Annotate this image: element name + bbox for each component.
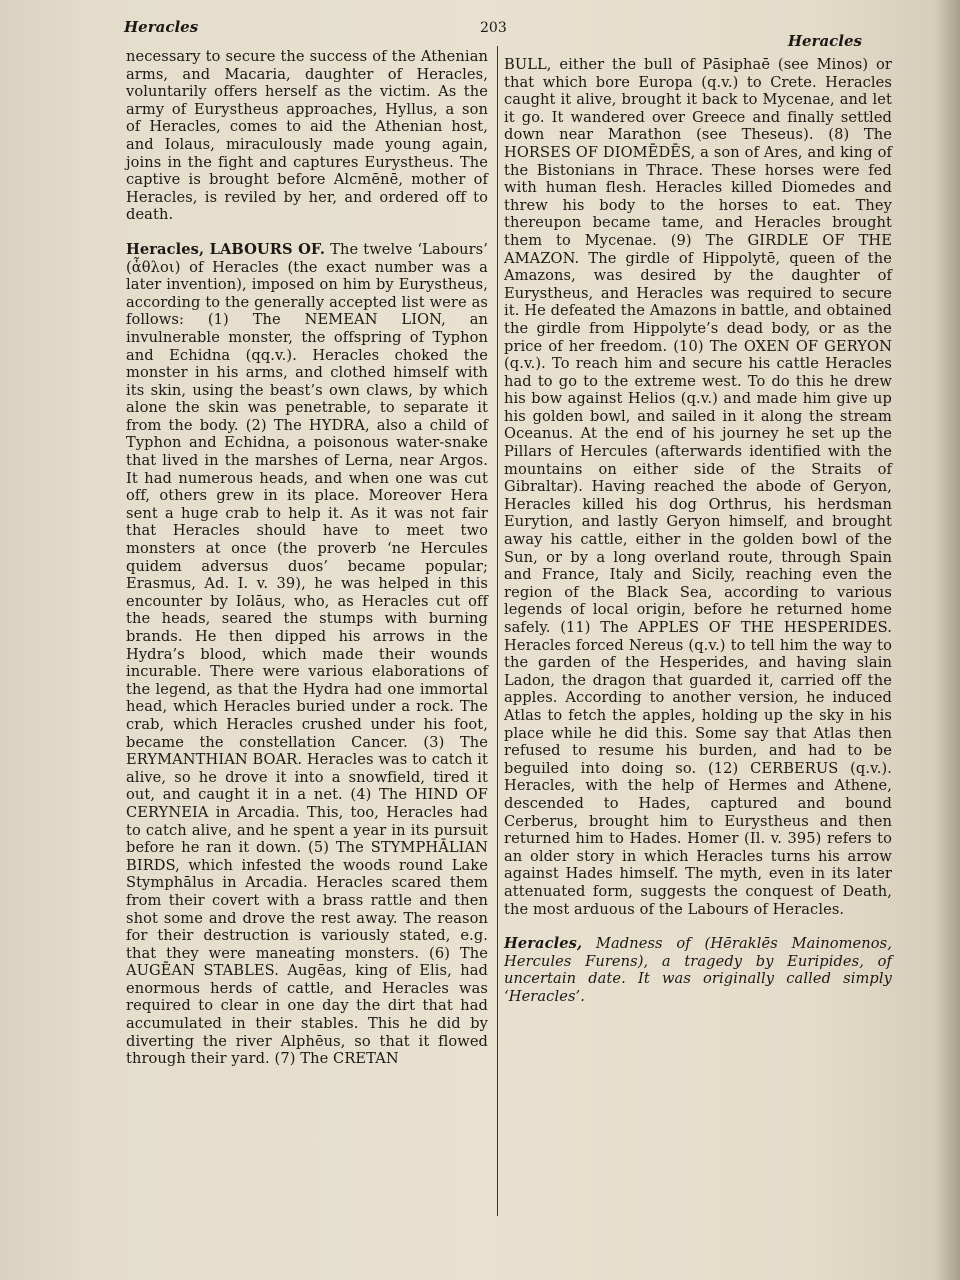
entry-labours: [126, 241, 488, 1068]
running-header: [124, 18, 862, 50]
left-running-head: Heracles: [124, 18, 199, 36]
right-column: [504, 56, 892, 1005]
paragraph-continuation: necessary to secure the success of the Athenian arms, and Macaria, daughter of Heracles, voluntarily offers herself as the victim. As the army of Eurystheus approaches, Hyllus, a son of Heracles, comes to aid the Athenian host, and Iolaus, miraculously made young again, joins in the fight and captures Eurystheus. The captive is brought before Alcmēnē, mother of Heracles, is reviled by her, and ordered off to death.: [126, 48, 488, 224]
entry-madness: [504, 935, 892, 1005]
page-number: 203: [480, 20, 507, 36]
page-edge-shadow: [934, 0, 960, 1280]
paragraph-continuation-right: BULL, either the bull of Pāsiphaē (see Minos) or that which bore Europa (q.v.) to Crete. Heracles caught it alive, brought it back to Mycenae, and let it go. It wandered over Greece and finally settled down near Marathon (see Theseus). (8) The HORSES OF DIOMĒDĒS, a son of Ares, and king of the Bistonians in Thrace. These horses were fed with human flesh. Heracles killed Diomedes and threw his body to the horses to eat. They thereupon became tame, and Heracles brought them to Mycenae. (9) The GIRDLE OF THE AMAZON. The girdle of Hippolytē, queen of the Amazons, was desired by the daughter of Eurystheus, and Heracles was required to secure it. He defeated the Amazons in battle, and obtained the girdle from Hippolyte’s dead body, or as the price of her freedom. (10) The OXEN OF GERYON (q.v.). To reach him and secure his cattle Heracles had to go to the extreme west. To do this he drew his bow against Helios (q.v.) and made him give up his golden bowl, and sailed in it along the stream Oceanus. At the end of his journey he set up the Pillars of Hercules (afterwards identified with the mountains on either side of the Straits of Gibraltar). Having reached the abode of Geryon, Heracles killed his dog Orthrus, his herdsman Eurytion, and lastly Geryon himself, and brought away his cattle, either in the golden bowl of the Sun, or by a long overland route, through Spain and France, Italy and Sicily, reaching even the region of the Black Sea, according to various legends of local origin, before he returned home safely. (11) The APPLES OF THE HESPERIDES. Heracles forced Nereus (q.v.) to tell him the way to the garden of the Hesperides, and having slain Ladon, the dragon that guarded it, carried off the apples. According to another version, he induced Atlas to fetch the apples, holding up the sky in his place while he did this. Some say that Atlas then refused to resume his burden, and had to be beguiled into doing so. (12) CERBERUS (q.v.). Heracles, with the help of Hermes and Athene, descended to Hades, captured and bound Cerberus, brought him to Eurystheus and then returned him to Hades. Homer (Il. v. 395) refers to an older story in which Heracles turns his arrow against Hades himself. The myth, even in its later attenuated form, suggests the conquest of Death, the most arduous of the Labours of Heracles.: [504, 56, 892, 918]
column-divider: [497, 46, 498, 1216]
right-running-head: Heracles: [787, 32, 862, 50]
entry-body: The twelve ‘Labours’ (ἆθλοι) of Heracles (the exact number was a later invention), imposed on him by Eurystheus, according to the generally accepted list were as follows: (1) The NEMEAN LION, an invulnerable monster, the offspring of Typhon and Echidna (qq.v.). Heracles choked the monster in his arms, and clothed himself with its skin, using the beast’s own claws, by which alone the skin was penetrable, to separate it from the body. (2) The HYDRA, also a child of Typhon and Echidna, a poisonous water-snake that lived in the marshes of Lerna, near Argos. It had numerous heads, and when one was cut off, others grew in its place. Moreover Hera sent a huge crab to help it. As it was not fair that Heracles should have to meet two monsters at once (the proverb ‘ne Hercules quidem adversus duos’ became popular; Erasmus, Ad. I. v. 39), he was helped in this encounter by Iolāus, who, as Heracles cut off the heads, seared the stumps with burning brands. He then dipped his arrows in the Hydra’s blood, which made their wounds incurable. There were various elaborations of the legend, as that the Hydra had one immortal head, which Heracles buried under a rock. The crab, which Heracles crushed under his foot, became the constellation Cancer. (3) The ERYMANTHIAN BOAR. Heracles was to catch it alive, so he drove it into a snowfield, tired it out, and caught it in a net. (4) The HIND OF CERYNEIA in Arcadia. This, too, Heracles had to catch alive, and he spent a year in its pursuit before he ran it down. (5) The STYMPHĀLIAN BIRDS, which infested the woods round Lake Stymphālus in Arcadia. Heracles scared them from their covert with a brass rattle and then shot some and drove the rest away. The reason for their destruction is variously stated, e.g. that they were maneating monsters. (6) The AUGĒAN STABLES. Augēas, king of Elis, had enormous herds of cattle, and Heracles was required to clear in one day the dirt that had accumulated in their stables. This he did by diverting the river Alphēus, so that it flowed through their yard. (7) The CRETAN: [126, 240, 488, 1068]
entry-body-madness: Madness of (Hēraklēs Mainomenos, Hercules Furens), a tragedy by Euripides, of uncertain date. It was originally called simply ‘Heracles’.: [504, 935, 892, 1005]
left-column: [126, 48, 488, 1068]
entry-headword-madness: Heracles,: [504, 935, 583, 953]
entry-headword: Heracles, LABOURS OF.: [126, 240, 326, 258]
